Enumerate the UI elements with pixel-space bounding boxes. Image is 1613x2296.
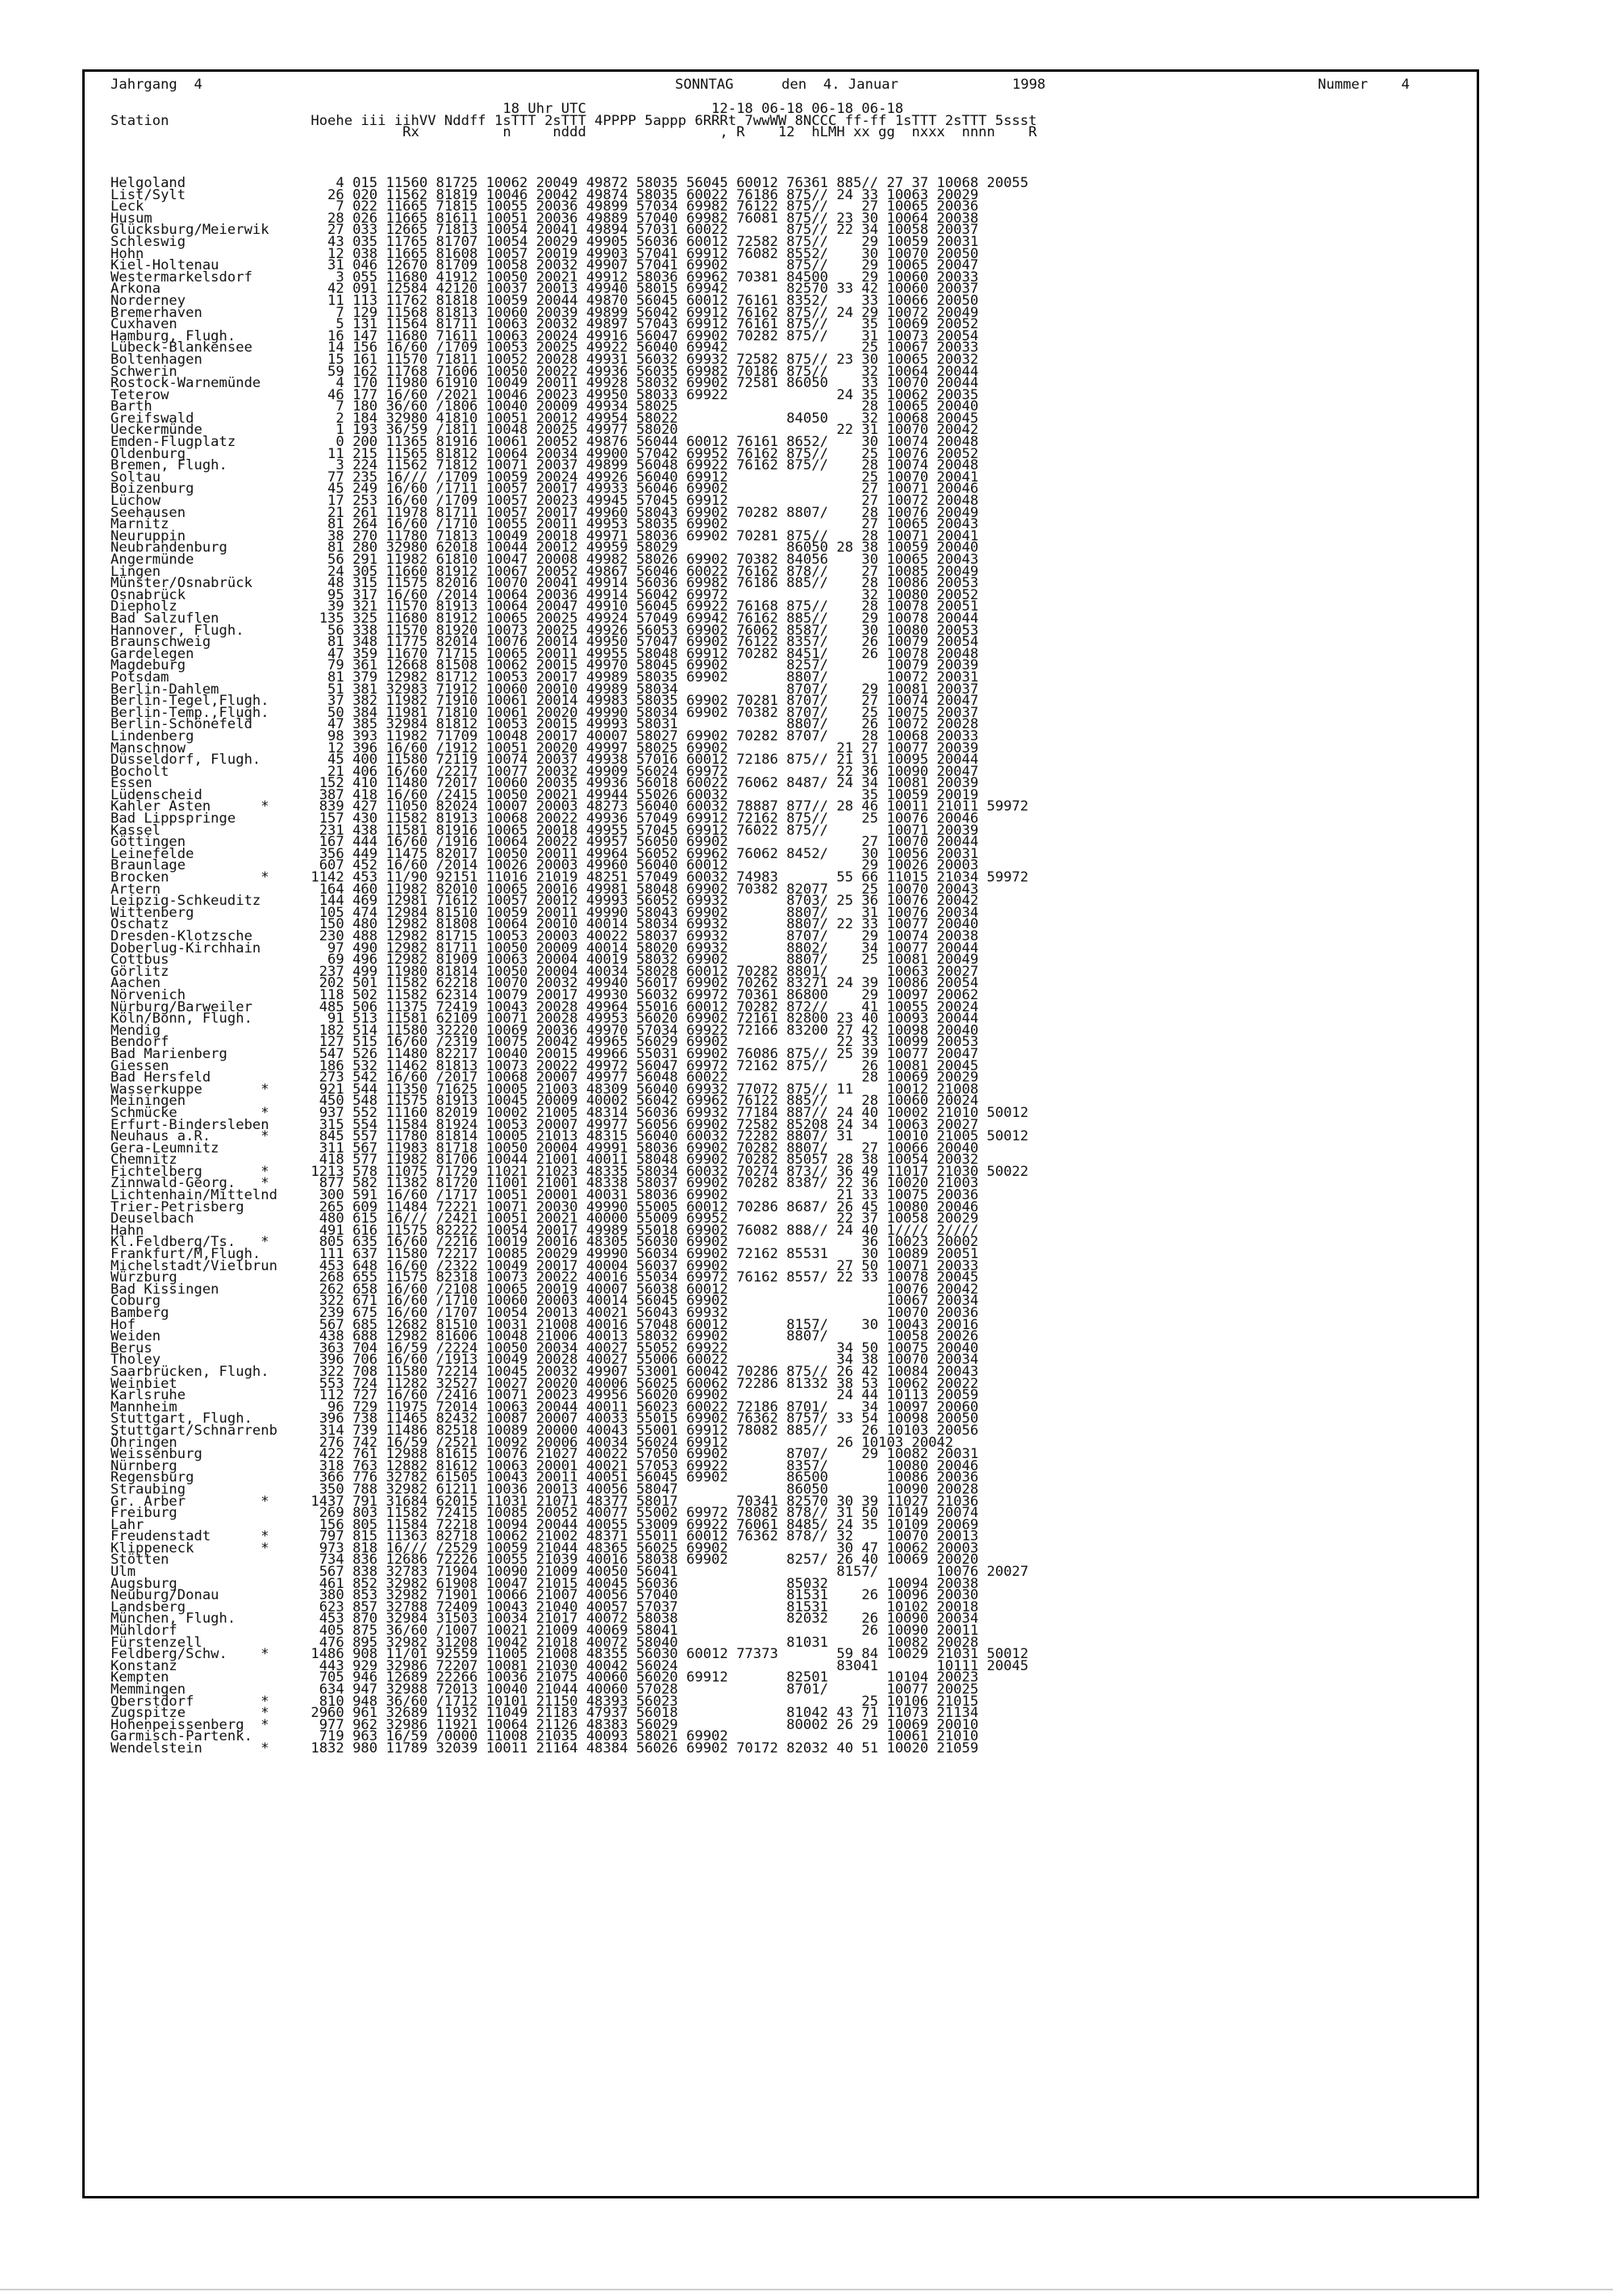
station-row: Augsburg 461 852 32982 61908 10047 21015 40045 56036 85032 10094 20038 bbox=[110, 1575, 979, 1592]
station-row: Bad Lippspringe 157 430 11582 81913 10068 20022 49936 57049 69912 72162 875// 25 10076 20046 bbox=[110, 810, 979, 827]
station-row: Husum 28 026 11665 81611 10051 20036 49889 57040 69982 76081 875// 23 30 10064 20038 bbox=[110, 210, 979, 227]
station-row: Freudenstadt * 797 815 11363 82718 10062 21002 48371 55011 60012 76362 878// 32 10070 20013 bbox=[110, 1528, 979, 1545]
station-row: Marnitz 81 264 16/60 /1710 10055 20011 49953 58035 69902 27 10065 20043 bbox=[110, 516, 979, 533]
station-row: Norderney 11 113 11762 81818 10059 20044 49870 56045 60012 76161 8352/ 33 10066 20050 bbox=[110, 292, 979, 309]
station-row: Hahn 491 616 11575 82222 10054 20017 49989 55018 69902 76082 888// 24 40 1//// 2//// bbox=[110, 1222, 979, 1239]
station-row: Potsdam 81 379 12982 81712 10053 20017 49989 58035 69902 8807/ 10072 20031 bbox=[110, 669, 979, 685]
station-row: Ueckermünde 1 193 36/59 /1811 10048 20025 49977 58020 22 31 10070 20042 bbox=[110, 422, 979, 439]
station-row: Stötten 734 836 12686 72226 10055 21039 40016 58038 69902 8257/ 26 40 10069 20020 bbox=[110, 1552, 979, 1569]
station-row: Manschnow 12 396 16/60 /1912 10051 20020 49997 58025 69902 21 27 10077 20039 bbox=[110, 740, 979, 756]
weekday-label: SONNTAG bbox=[675, 77, 734, 93]
station-row: Mühldorf 405 875 36/60 /1007 10021 21009 40069 58041 26 10090 20011 bbox=[110, 1623, 979, 1640]
station-row: Landsberg 623 857 32788 72409 10043 21040 40057 57037 81531 10102 20018 bbox=[110, 1598, 979, 1615]
volume-label: Jahrgang 4 bbox=[110, 77, 202, 93]
station-row: München, Flugh. 453 870 32984 31503 10034 21017 40072 58038 82032 26 10090 20034 bbox=[110, 1611, 979, 1627]
station-row: Görlitz 237 499 11980 81814 10050 20004 40034 58028 60012 70282 8801/ 10063 20027 bbox=[110, 963, 979, 980]
station-row: Kahler Asten * 839 427 11050 82024 10007 20003 48273 56040 60032 78887 877// 28 46 10011 21011 59972 bbox=[110, 798, 1029, 815]
station-row: Magdeburg 79 361 12668 81508 10062 20015 49970 58045 69902 8257/ 10079 20039 bbox=[110, 657, 979, 674]
station-row: Hannover, Flugh. 56 338 11570 81920 10073 20025 49926 56053 69902 76062 8587/ 30 10080 20053 bbox=[110, 622, 979, 639]
station-row: Meiningen 450 548 11575 81913 10045 20009 40002 56042 69962 76122 885// 28 10060 20024 bbox=[110, 1093, 979, 1110]
station-row: Neuhaus a.R. * 845 557 11780 81814 10005 21013 48315 56040 60032 72282 8807/ 31 10010 21005 50012 bbox=[110, 1128, 1029, 1145]
station-row: Emden-Flugplatz 0 200 11365 81916 10061 20052 49876 56044 60012 76161 8652/ 30 10074 20048 bbox=[110, 434, 979, 451]
station-row: Straubing 350 788 32982 61211 10036 20013 40056 58047 86050 10090 20028 bbox=[110, 1481, 979, 1498]
station-row: Tholey 396 706 16/60 /1913 10049 20028 40027 55006 60022 34 38 10070 20034 bbox=[110, 1352, 979, 1369]
station-row: Glücksburg/Meierwik 27 033 12665 71813 10054 20041 49894 57031 60022 875// 22 34 10058 20037 bbox=[110, 222, 979, 239]
station-row: Bad Marienberg 547 526 11480 82217 10040 20015 49966 55031 69902 76086 875// 25 39 10077 20047 bbox=[110, 1045, 979, 1062]
station-row: Braunlage 607 452 16/60 /2014 10026 20003 49960 56040 60012 29 10026 20003 bbox=[110, 857, 979, 874]
station-row: Kassel 231 438 11581 81916 10065 20018 49955 57045 69912 76022 875// 10071 20039 bbox=[110, 822, 979, 839]
station-row: Öhringen 276 742 16/59 /2521 10092 20006 40034 56024 69912 26 10103 20042 bbox=[110, 1434, 954, 1451]
station-row: Gera-Leumnitz 311 567 11983 81718 10050 20004 49991 58036 69902 70282 8807/ 27 10066 20040 bbox=[110, 1140, 979, 1156]
station-row: Stuttgart/Schnarrenb 314 739 11486 82518 10089 20000 40043 55001 69912 78082 885// 26 10103 20056 bbox=[110, 1422, 979, 1439]
station-table bbox=[110, 177, 1028, 1755]
station-row: Hamburg, Flugh. 16 147 11680 71611 10063 20024 49916 56047 69902 70282 875// 31 10073 20054 bbox=[110, 327, 979, 344]
station-row: Lüchow 17 253 16/60 /1709 10057 20023 49945 57045 69912 27 10072 20048 bbox=[110, 493, 979, 510]
station-row: Gardelegen 47 359 11670 71715 10065 20011 49955 58048 69912 70282 8451/ 26 10078 20048 bbox=[110, 645, 979, 662]
station-row: Kempten 705 946 12689 22266 10036 21075 40060 56020 69912 82501 10104 20023 bbox=[110, 1669, 979, 1686]
station-row: Fichtelberg * 1213 578 11075 71729 11021 21023 48335 58034 60032 70274 873// 36 49 11017 21030 50022 bbox=[110, 1163, 1029, 1180]
station-row: Diepholz 39 321 11570 81913 10064 20047 49910 56045 69922 76168 875// 28 10078 20051 bbox=[110, 598, 979, 615]
station-row: Oschatz 150 480 12982 81808 10064 20010 40014 58034 69932 8807/ 22 33 10077 20040 bbox=[110, 916, 979, 933]
station-row: Michelstadt/Vielbrun 453 648 16/60 /2322 10049 20017 40004 56037 69902 27 50 10071 20033 bbox=[110, 1257, 979, 1274]
station-row: Coburg 322 671 16/60 /1710 10060 20003 40014 56045 69902 10067 20034 bbox=[110, 1293, 979, 1310]
station-row: Barth 7 180 36/60 /1806 10040 20009 49934 58025 28 10065 20040 bbox=[110, 398, 979, 415]
station-row: Berlin-Temp.,Flugh. 50 384 11981 71810 10061 20020 49990 58034 69902 70382 8707/ 25 10075 20037 bbox=[110, 704, 979, 721]
station-row: Chemnitz 418 577 11982 81706 10044 21001 40011 58048 69902 70282 85057 28 38 10054 20032 bbox=[110, 1152, 979, 1169]
station-row: Westermarkelsdorf 3 055 11680 41912 10050 20021 49912 58036 69962 70381 84500 29 10060 20033 bbox=[110, 269, 979, 285]
station-row: Berlin-Dahlem 51 381 32983 71912 10060 20010 49989 58034 8707/ 29 10081 20037 bbox=[110, 681, 979, 698]
station-row: Göttingen 167 444 16/60 /1916 10064 20022 49957 56050 69902 27 10070 20044 bbox=[110, 834, 979, 851]
station-row: Frankfurt/M,Flugh. 111 637 11580 72217 10085 20029 49990 56034 69902 72162 85531 30 10089 20051 bbox=[110, 1246, 979, 1263]
station-row: Neubrandenburg 81 280 32980 62018 10044 20012 49959 58029 86050 28 38 10059 20040 bbox=[110, 540, 979, 556]
station-row: Aachen 202 501 11582 62218 10070 20032 49940 56017 69902 70262 83271 24 39 10086 20054 bbox=[110, 975, 979, 992]
station-row: Bamberg 239 675 16/60 /1707 10054 20013 40021 56043 69932 10070 20036 bbox=[110, 1305, 979, 1321]
station-row: Wendelstein * 1832 980 11789 32039 10011 21164 48384 56026 69902 70172 82032 40 51 10020 21059 bbox=[110, 1740, 979, 1756]
station-row: Berlin-Schönefeld 47 385 32984 81812 10053 20015 49993 58031 8807/ 26 10072 20028 bbox=[110, 716, 979, 733]
station-row: Fürstenzell 476 895 32982 31208 10042 21018 40072 58040 81031 10082 20028 bbox=[110, 1634, 979, 1651]
station-row: Lindenberg 98 393 11982 71709 10048 20017 40007 58027 69902 70282 8707/ 28 10068 20033 bbox=[110, 727, 979, 744]
station-row: Leipzig-Schkeuditz 144 469 12981 71612 10057 20012 49993 56052 69932 8703/ 25 36 10076 20042 bbox=[110, 893, 979, 910]
issue-number-label: Nummer 4 bbox=[1318, 77, 1410, 93]
station-row: Lingen 24 305 11660 81912 10067 20052 49867 56046 60022 76162 878// 27 10085 20049 bbox=[110, 563, 979, 580]
station-row: Kiel-Holtenau 31 046 12670 81709 10058 20032 49907 57041 69902 875// 29 10065 20047 bbox=[110, 257, 979, 274]
station-row: Schleswig 43 035 11765 81707 10054 20029 49905 56036 60012 72582 875// 29 10059 20031 bbox=[110, 233, 979, 250]
station-row: Trier-Petrisberg 265 609 11484 72221 10071 20030 49990 55005 60012 70286 8687/ 26 45 10080 20046 bbox=[110, 1198, 979, 1215]
station-row: Lübeck-Blankensee 14 156 16/60 /1709 10053 20025 49922 56040 69942 25 10067 20033 bbox=[110, 340, 979, 356]
station-row: Bremerhaven 7 129 11568 81813 10060 20039 49899 56042 69912 76162 875// 24 29 10072 20049 bbox=[110, 304, 979, 321]
header-line: 18 Uhr UTC 12-18 06-18 06-18 06-18 bbox=[110, 101, 904, 117]
year-label: 1998 bbox=[1012, 77, 1046, 93]
station-row: Memmingen 634 947 32988 72013 10040 21044 40060 57028 8701/ 10077 20025 bbox=[110, 1681, 979, 1698]
station-row: Cottbus 69 496 12982 81909 10063 20004 40019 58032 69902 8807/ 25 10081 20049 bbox=[110, 952, 979, 969]
station-row: Oldenburg 11 215 11565 81812 10064 20034 49900 57042 69952 76162 875// 25 10076 20052 bbox=[110, 445, 979, 462]
station-row: Gr. Arber * 1437 791 31684 62015 11031 21071 48377 58017 70341 82570 30 39 11027 21036 bbox=[110, 1493, 979, 1510]
station-row: List/Sylt 26 020 11562 81819 10046 20042 49874 58035 60022 76186 875// 24 33 10063 20029 bbox=[110, 186, 979, 203]
station-row: Würzburg 268 655 11575 82318 10073 20022 40016 55034 69972 76162 8557/ 22 33 10078 20045 bbox=[110, 1269, 979, 1286]
station-row: Braunschweig 81 348 11775 82014 10076 20014 49950 57047 69902 76122 8357/ 26 10079 20054 bbox=[110, 634, 979, 651]
station-row: Osnabrück 95 317 16/60 /2014 10064 20036 49914 56042 69972 32 10080 20052 bbox=[110, 586, 979, 603]
station-row: Boizenburg 45 249 16/60 /1711 10057 20017 49933 56046 69902 27 10071 20046 bbox=[110, 481, 979, 498]
station-row: Arkona 42 091 12584 42120 10037 20013 49940 58015 69942 82570 33 42 10060 20037 bbox=[110, 281, 979, 298]
station-row: Karlsruhe 112 727 16/60 /2416 10071 20023 49956 56020 69902 24 44 10113 20059 bbox=[110, 1387, 979, 1404]
station-row: Seehausen 21 261 11978 81711 10057 20017 49960 58043 69902 70282 8807/ 28 10076 20049 bbox=[110, 504, 979, 521]
station-row: Teterow 46 177 16/60 /2021 10046 20023 49950 58033 69922 24 35 10062 20035 bbox=[110, 386, 979, 403]
date-label: den 4. Januar bbox=[781, 77, 898, 93]
station-row: Lüdenscheid 387 418 16/60 /2415 10050 20021 49944 55026 60032 35 10059 20019 bbox=[110, 786, 979, 803]
station-row: Stuttgart, Flugh. 396 738 11465 82432 10087 20007 40033 55015 69902 76362 8757/ 33 54 10098 20050 bbox=[110, 1411, 979, 1427]
station-row: Bocholt 21 406 16/60 /2217 10077 20032 49909 56024 69972 22 36 10090 20047 bbox=[110, 763, 979, 780]
station-row: Dresden-Klotzsche 230 488 12982 81715 10053 20003 40022 58037 69932 8707/ 29 10074 20038 bbox=[110, 928, 979, 944]
station-row: Leck 7 022 11665 71815 10055 20036 49899 57034 69982 76122 875// 27 10065 20036 bbox=[110, 198, 979, 215]
header-line: Station Hoehe iii iihVV Nddff 1sTTT 2sTTT 4PPPP 5appp 6RRRt 7wwWW 8NCCC ff-ff 1sTTT 2sTTT 5ssst bbox=[110, 112, 1037, 129]
station-row: Lichtenhain/Mittelnd 300 591 16/60 /1717 10051 20001 40031 58036 69902 21 33 10075 20036 bbox=[110, 1187, 979, 1204]
station-row: Münster/Osnabrück 48 315 11575 82016 10070 20041 49914 56036 69982 76186 885// 28 10086 20053 bbox=[110, 575, 979, 592]
station-row: Angermünde 56 291 11982 61810 10047 20008 49982 58026 69902 70382 84056 30 10065 20043 bbox=[110, 552, 979, 568]
station-row: Bremen, Flugh. 3 224 11562 71812 10071 20037 49899 56048 69922 76162 875// 28 10074 20048 bbox=[110, 457, 979, 474]
station-row: Weiden 438 688 12982 81606 10048 21006 40013 58032 69902 8807/ 10058 20026 bbox=[110, 1328, 979, 1345]
station-row: Zinnwald-Georg. * 877 582 11382 81720 11001 21001 48338 58037 69902 70282 8387/ 22 36 10020 21003 bbox=[110, 1175, 979, 1192]
station-row: Düsseldorf, Flugh. 45 400 11580 72119 10074 20037 49938 57016 60012 72186 875// 21 31 10095 20044 bbox=[110, 752, 979, 769]
station-row: Giessen 186 532 11462 81813 10073 20022 49972 56047 69972 72162 875// 26 10081 20045 bbox=[110, 1057, 979, 1074]
station-row: Nürnberg 318 763 12882 81612 10063 20001 40021 57053 69922 8357/ 10080 20046 bbox=[110, 1457, 979, 1474]
station-row: Nürburg/Barweiler 485 506 11375 72419 10043 20028 49964 55016 60012 70282 872// 41 10055 20024 bbox=[110, 998, 979, 1015]
station-row: Soltau 77 235 16/// /1709 10059 20024 49926 56040 69912 25 10070 20041 bbox=[110, 469, 979, 485]
station-row: Nörvenich 118 502 11582 62314 10079 20017 49930 56032 69972 70361 86800 29 10097 20062 bbox=[110, 986, 979, 1003]
station-row: Ulm 567 838 32783 71904 10090 21009 40050 56041 8157/ 10076 20027 bbox=[110, 1564, 1029, 1581]
station-row: Essen 152 410 11480 72017 10060 20035 49936 56018 60022 76062 8487/ 24 34 10081 20039 bbox=[110, 775, 979, 792]
station-row: Weinbiet 553 724 11282 32527 10027 20020 40006 56025 60062 72286 81332 38 53 10062 20022 bbox=[110, 1375, 979, 1392]
station-row: Schwerin 59 162 11768 71606 10050 20022 49936 56035 69982 70186 875// 32 10064 20044 bbox=[110, 363, 979, 380]
station-row: Hof 567 685 12682 81510 10031 21008 40016 57048 60012 8157/ 30 10043 20016 bbox=[110, 1316, 979, 1333]
station-row: Bad Hersfeld 273 542 16/60 /2017 10068 20007 49977 56048 60022 28 10069 20029 bbox=[110, 1069, 979, 1086]
station-row: Berlin-Tegel,Flugh. 37 382 11982 71910 10061 20014 49983 58035 69902 70281 8707/ 27 10074 20047 bbox=[110, 693, 979, 710]
station-row: Wasserkuppe * 921 544 11350 71625 10005 21003 48309 56040 69932 77072 875// 11 10012 21008 bbox=[110, 1081, 979, 1098]
station-row: Mannheim 96 729 11975 72014 10063 20044 40011 56023 60022 72186 8701/ 34 10097 20060 bbox=[110, 1398, 979, 1415]
station-row: Hohn 12 038 11665 81608 10057 20019 49903 57041 69912 76082 8552/ 30 10070 20050 bbox=[110, 245, 979, 262]
scan-edge bbox=[0, 2289, 1613, 2290]
station-row: Doberlug-Kirchhain 97 490 12982 81711 10050 20009 40014 58020 69932 8802/ 34 10077 20044 bbox=[110, 940, 979, 956]
station-row: Boltenhagen 15 161 11570 71811 10052 20028 49931 56032 69932 72582 875// 23 30 10065 20032 bbox=[110, 351, 979, 368]
station-row: Klippeneck * 973 818 16/// /2529 10059 21044 48365 56025 69902 30 47 10062 20003 bbox=[110, 1540, 979, 1556]
station-row: Neuruppin 38 270 11780 71813 10049 20018 49971 58036 69902 70281 875// 28 10071 20041 bbox=[110, 527, 979, 544]
station-row: Rostock-Warnemünde 4 170 11980 61910 10049 20011 49928 58032 69902 72581 86050 33 10070 20044 bbox=[110, 375, 979, 392]
station-row: Wittenberg 105 474 12984 81510 10059 20011 49990 58043 69902 8807/ 31 10076 20034 bbox=[110, 904, 979, 921]
station-row: Bendorf 127 515 16/60 /2319 10075 20042 49965 56029 69902 22 33 10099 20053 bbox=[110, 1034, 979, 1051]
column-header bbox=[110, 103, 1449, 139]
station-row: Hohenpeissenberg * 977 962 32986 11921 10064 21126 48383 56029 80002 26 29 10069 20010 bbox=[110, 1716, 979, 1733]
station-row: Erfurt-Bindersleben 315 554 11584 81924 10053 20007 49977 56056 69902 72582 85208 24 34 10063 20027 bbox=[110, 1116, 979, 1133]
station-row: Garmisch-Partenk. 719 963 16/59 /0000 11008 21035 40093 58021 69902 10061 21010 bbox=[110, 1728, 979, 1745]
station-row: Zugspitze * 2960 961 32689 11932 11049 21183 47937 56018 81042 43 71 11073 21134 bbox=[110, 1705, 979, 1722]
station-row: Saarbrücken, Flugh. 322 708 11580 72214 10045 20032 49907 53001 60042 70286 875// 26 42 10084 20043 bbox=[110, 1363, 979, 1380]
station-row: Neuburg/Donau 380 853 32982 71901 10066 21007 40056 57040 81531 26 10096 20030 bbox=[110, 1587, 979, 1604]
station-row: Freiburg 269 803 11582 72415 10085 20052 40077 55002 69972 78082 878// 31 50 10149 20074 bbox=[110, 1505, 979, 1522]
station-row: Brocken * 1142 453 11/90 92151 11016 21019 48251 57049 60032 74983 55 66 11015 21034 59972 bbox=[110, 869, 1029, 886]
station-row: Lahr 156 805 11584 72218 10094 20044 40055 53009 69922 76061 8485/ 24 35 10109 20069 bbox=[110, 1516, 979, 1533]
station-row: Cuxhaven 5 131 11564 81711 10063 20032 49897 57043 69912 76161 875// 35 10069 20052 bbox=[110, 316, 979, 333]
station-row: Helgoland 4 015 11560 81725 10062 20049 49872 58035 56045 60012 76361 885// 27 37 10068 20055 bbox=[110, 175, 1029, 191]
station-row: Köln/Bonn, Flugh. 91 513 11581 62109 10071 20028 49953 56020 69902 72161 82800 23 40 10093 20044 bbox=[110, 1010, 979, 1027]
header-line: Rx n nddd , R 12 hLMH xx gg nxxx nnnn R bbox=[110, 124, 1037, 141]
station-row: Schmücke * 937 552 11160 82019 10002 21005 48314 56036 69932 77184 887// 24 40 10002 21010 50012 bbox=[110, 1104, 1029, 1121]
station-row: Deuselbach 480 615 16/// /2421 10051 20021 40000 55009 69952 22 37 10058 20029 bbox=[110, 1211, 979, 1227]
station-row: Mendig 182 514 11580 32220 10069 20036 49970 57034 69922 72166 83200 27 42 10098 20040 bbox=[110, 1022, 979, 1039]
station-row: Artern 164 460 11982 82010 10065 20016 49981 58048 69902 70382 82077 25 10070 20043 bbox=[110, 881, 979, 898]
station-row: Oberstdorf * 810 948 36/60 /1712 10101 21150 48393 56023 25 10106 21015 bbox=[110, 1693, 979, 1710]
station-row: Kl.Feldberg/Ts. * 805 635 16/60 /2216 10019 20016 48305 56030 69902 36 10023 20002 bbox=[110, 1234, 979, 1251]
station-row: Weissenburg 422 761 12988 81615 10076 21027 40022 57050 69902 8707/ 29 10082 20031 bbox=[110, 1446, 979, 1463]
station-row: Bad Kissingen 262 658 16/60 /2108 10065 20019 40007 56038 60012 10076 20042 bbox=[110, 1281, 979, 1298]
station-row: Konstanz 443 929 32986 72207 10081 21030 40042 56024 83041 10111 20045 bbox=[110, 1657, 1029, 1674]
station-row: Regensburg 366 776 32782 61505 10043 20011 40051 56045 69902 86500 10086 20036 bbox=[110, 1469, 979, 1486]
station-row: Bad Salzuflen 135 325 11680 81912 10065 20025 49924 57049 69942 76162 885// 29 10078 20044 bbox=[110, 610, 979, 627]
station-row: Feldberg/Schw. * 1486 908 11/01 92559 11005 21008 48355 56030 60012 77373 59 84 10029 21031 50012 bbox=[110, 1646, 1029, 1663]
station-row: Greifswald 2 184 32980 41810 10051 20012 49954 58022 84050 32 10068 20045 bbox=[110, 410, 979, 427]
station-row: Berus 363 704 16/59 /2224 10050 20034 40027 55052 69922 34 50 10075 20040 bbox=[110, 1340, 979, 1356]
station-row: Leinefelde 356 449 11475 82017 10050 20011 49964 56052 69962 76062 8452/ 30 10056 20031 bbox=[110, 845, 979, 862]
